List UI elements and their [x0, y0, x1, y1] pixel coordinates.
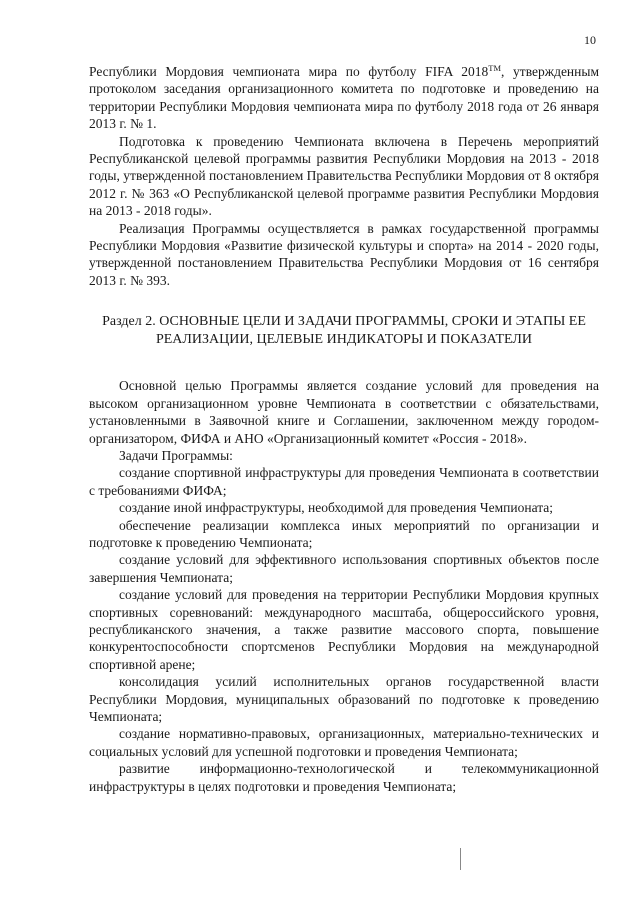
- task-item: развитие информационно-технологической и телекоммуникационной инфраструктуры в целях подготовки и проведения Чемпионата;: [89, 761, 599, 794]
- task-item: создание спортивной инфраструктуры для проведения Чемпионата в соответствии с требованиями ФИФА;: [89, 465, 599, 498]
- paragraph-state-program: Реализация Программы осуществляется в рамках государственной программы Республики Мордовия «Развитие физической культуры и спорта» на 2014 - 2020 годы, утвержденной постановлением Правительства Республики Мордовия от 16 сентября 2013 г. № 393.: [89, 220, 599, 288]
- paragraph-fifa-protocol: [89, 63, 599, 133]
- task-item: создание иной инфраструктуры, необходимой для проведения Чемпионата;: [119, 500, 554, 516]
- paragraph-main-goal: Основной целью Программы является создание условий для проведения на высоком организационном уровне Чемпионата в соответствии с обязательствами, установленными в Заявочной книге и Соглашении, заключенном между городом-организатором, ФИФА и АНО «Организационный комитет «Россия - 2018».: [89, 378, 599, 446]
- tasks-heading: Задачи Программы:: [119, 447, 233, 463]
- task-item: создание условий для эффективного использования спортивных объектов после завершения Чемпионата;: [89, 552, 599, 585]
- page-number: 10: [584, 33, 596, 47]
- task-item: создание нормативно-правовых, организационных, материально-технических и социальных условий для успешной подготовки и проведения Чемпионата;: [89, 726, 599, 759]
- section-title: Раздел 2. ОСНОВНЫЕ ЦЕЛИ И ЗАДАЧИ ПРОГРАММЫ, СРОКИ И ЭТАПЫ ЕЕ РЕАЛИЗАЦИИ, ЦЕЛЕВЫЕ ИНДИКАТОРЫ И ПОКАЗАТЕЛИ: [102, 314, 586, 348]
- task-item: создание условий для проведения на территории Республики Мордовия крупных спортивных соревнований: международного масштаба, общероссийского уровня, республиканского значения, а также развитие массового спорта, повышение конкурентоспособности спортсменов Республики Мордовия на международной спортивной арене;: [89, 587, 599, 672]
- task-item: консолидация усилий исполнительных органов государственной власти Республики Мордовия, муниципальных образований по подготовке к проведению Чемпионата;: [89, 674, 599, 724]
- paragraph-fifa-protocol-tail: , утвержденным протоколом заседания организационного комитета по подготовке и проведению на территории Республики Мордовия чемпионата мира по футболу 2018 года от 26 января 2013 г. № 1.: [89, 64, 599, 132]
- paragraph-target-program: Подготовка к проведению Чемпионата включена в Перечень мероприятий Республиканской целевой программы развития Республики Мордовия на 2013 - 2018 годы, утвержденной постановлением Правительства Республики Мордовия от 8 октября 2012 г. № 363 «О Республиканской целевой программе развития Республики Мордовия на 2013 - 2018 годы».: [89, 133, 599, 219]
- trademark-superscript: TM: [488, 63, 502, 73]
- scan-artifact-mark: [460, 848, 461, 870]
- document-body: [89, 63, 599, 795]
- task-item: обеспечение реализации комплекса иных мероприятий по организации и подготовке к проведению Чемпионата;: [89, 517, 599, 550]
- paragraph-fifa-protocol-text: Республики Мордовия чемпионата мира по футболу FIFA 2018: [89, 64, 489, 79]
